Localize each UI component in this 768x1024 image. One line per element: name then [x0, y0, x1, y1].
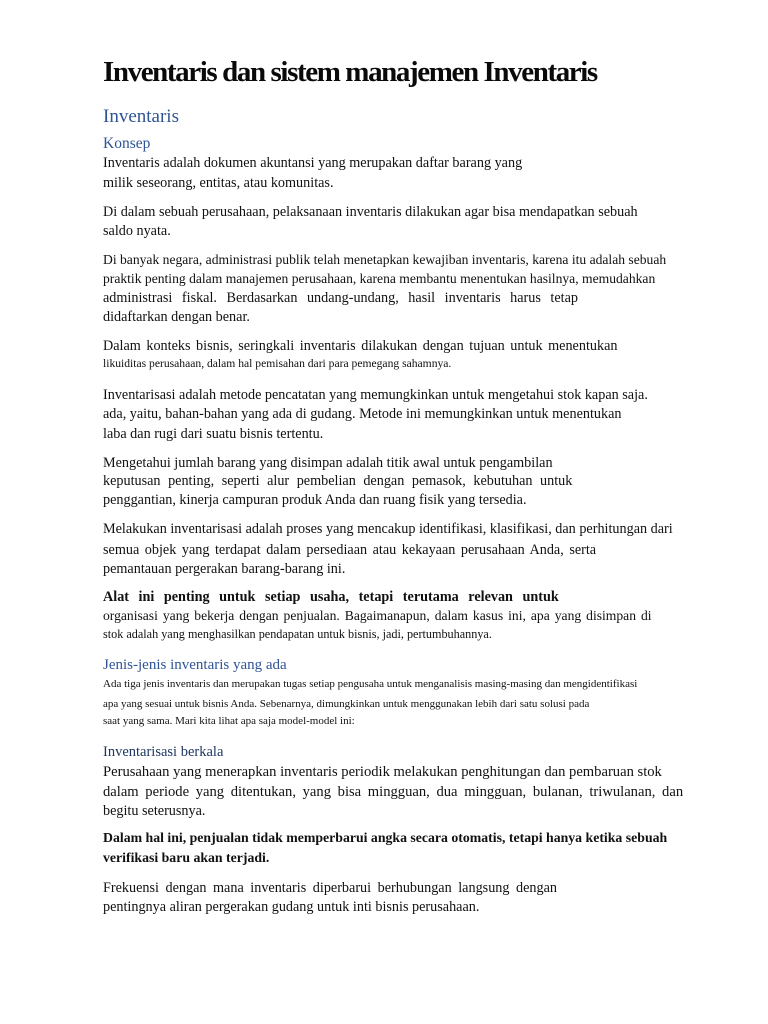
paragraph-line: Melakukan inventarisasi adalah proses yang mencakup identifikasi, klasifikasi, dan perhitungan dari [103, 521, 673, 537]
paragraph-line: apa yang sesuai untuk bisnis Anda. Sebenarnya, dimungkinkan untuk menggunakan lebih dari satu solusi pada [103, 698, 590, 710]
paragraph-line: saat yang sama. Mari kita lihat apa saja model-model ini: [103, 715, 355, 727]
paragraph-line: Dalam konteks bisnis, seringkali inventaris dilakukan dengan tujuan untuk menentukan [103, 338, 618, 354]
paragraph-line: likuiditas perusahaan, dalam hal pemisahan dari para pemegang sahamnya. [103, 357, 452, 370]
paragraph-line: Frekuensi dengan mana inventaris diperbarui berhubungan langsung dengan [103, 880, 557, 896]
paragraph-line: keputusan penting, seperti alur pembelian dengan pemasok, kebutuhan untuk [103, 473, 573, 489]
paragraph-line: Inventarisasi adalah metode pencatatan yang memungkinkan untuk mengetahui stok kapan saja. [103, 387, 648, 403]
paragraph-line: milik seseorang, entitas, atau komunitas. [103, 175, 334, 191]
paragraph-line: didaftarkan dengan benar. [103, 309, 250, 325]
paragraph-line: Perusahaan yang menerapkan inventaris periodik melakukan penghitungan dan pembaruan stok [103, 764, 662, 780]
paragraph-line: Ada tiga jenis inventaris dan merupakan tugas setiap pengusaha untuk menganalisis masing-masing dan mengidentifikasi [103, 678, 638, 690]
heading-inventaris: Inventaris [103, 106, 179, 127]
paragraph-line: Di dalam sebuah perusahaan, pelaksanaan inventaris dilakukan agar bisa mendapatkan sebuah [103, 204, 638, 220]
paragraph-line: stok adalah yang menghasilkan pendapatan untuk bisnis, jadi, pertumbuhannya. [103, 627, 492, 641]
paragraph-line: Mengetahui jumlah barang yang disimpan adalah titik awal untuk pengambilan [103, 455, 553, 471]
document-title: Inventaris dan sistem manajemen Inventaris [103, 56, 597, 88]
paragraph-line: saldo nyata. [103, 223, 171, 239]
heading-jenis-inventaris: Jenis-jenis inventaris yang ada [103, 657, 287, 673]
paragraph-line: organisasi yang bekerja dengan penjualan. Bagaimanapun, dalam kasus ini, apa yang disimpan di [103, 608, 652, 623]
paragraph-line-bold: verifikasi baru akan terjadi. [103, 850, 270, 865]
paragraph-line: pentingnya aliran pergerakan gudang untuk inti bisnis perusahaan. [103, 899, 480, 915]
paragraph-line: laba dan rugi dari suatu bisnis tertentu. [103, 426, 324, 442]
heading-konsep: Konsep [103, 135, 151, 152]
paragraph-line: Inventaris adalah dokumen akuntansi yang merupakan daftar barang yang [103, 155, 523, 171]
paragraph-line: praktik penting dalam manajemen perusahaan, karena membantu menentukan hasilnya, memudahkan [103, 271, 656, 286]
paragraph-line: Di banyak negara, administrasi publik telah menetapkan kewajiban inventaris, karena itu adalah sebuah [103, 252, 667, 267]
paragraph-line: pemantauan pergerakan barang-barang ini. [103, 561, 346, 577]
paragraph-line-bold: Dalam hal ini, penjualan tidak memperbarui angka secara otomatis, tetapi hanya ketika sebuah [103, 830, 668, 845]
paragraph-line: ada, yaitu, bahan-bahan yang ada di gudang. Metode ini memungkinkan untuk menentukan [103, 406, 622, 422]
paragraph-line: dalam periode yang ditentukan, yang bisa mingguan, dua mingguan, bulanan, triwulanan, dan [103, 784, 684, 800]
paragraph-line: semua objek yang terdapat dalam persediaan atau kekayaan perusahaan Anda, serta [103, 542, 597, 558]
paragraph-line-bold: Alat ini penting untuk setiap usaha, tetapi terutama relevan untuk [103, 589, 559, 605]
paragraph-line: penggantian, kinerja campuran produk Anda dan ruang fisik yang tersedia. [103, 492, 527, 508]
heading-inventarisasi-berkala: Inventarisasi berkala [103, 744, 224, 760]
paragraph-line: begitu seterusnya. [103, 803, 206, 819]
paragraph-line: administrasi fiskal. Berdasarkan undang-undang, hasil inventaris harus tetap [103, 290, 578, 306]
